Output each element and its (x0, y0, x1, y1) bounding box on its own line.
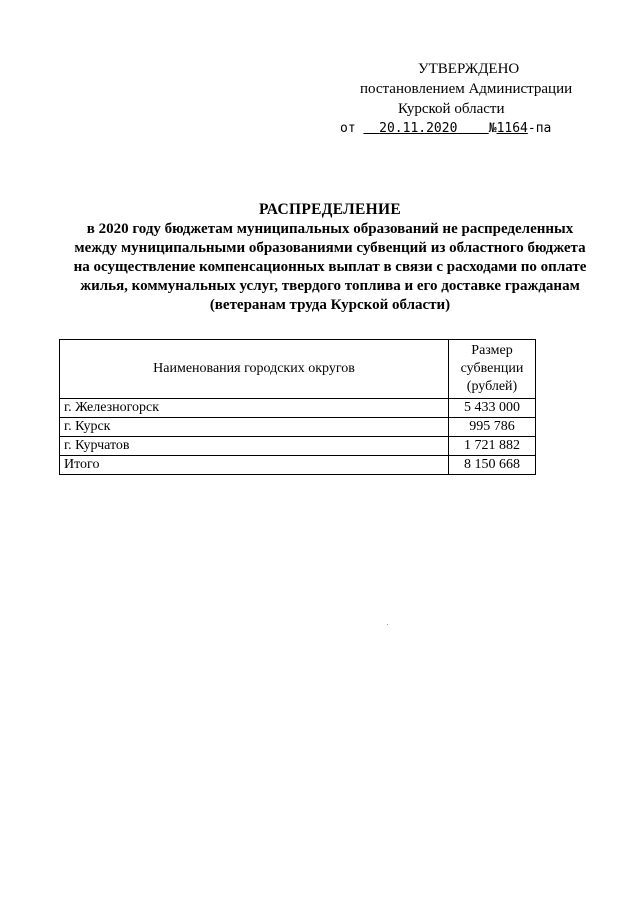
district-name: г. Курск (60, 418, 449, 437)
distribution-table (59, 339, 536, 475)
approval-line-2: постановлением Администрации (360, 81, 573, 97)
title-line: жилья, коммунальных услуг, твердого топлива и его доставке гражданам (80, 278, 580, 294)
title-line: на осуществление компенсационных выплат в связи с расходами по оплате (73, 259, 587, 275)
subvention-amount: 995 786 (449, 418, 536, 437)
district-name: г. Железногорск (60, 399, 449, 418)
decree-number: 1164 (496, 121, 528, 136)
header-district-names: Наименования городских округов (60, 340, 449, 399)
scan-speck (387, 624, 388, 625)
total-label: Итого (60, 456, 449, 475)
document-title (40, 200, 620, 315)
approved-label: УТВЕРЖДЕНО (418, 61, 520, 77)
header-subvention-size: Размер субвенции (рублей) (449, 340, 536, 399)
decree-date: 20.11.2020 (379, 121, 458, 136)
title-line: в 2020 году бюджетам муниципальных образований не распределенных (86, 221, 574, 237)
subvention-amount: 5 433 000 (449, 399, 536, 418)
table-header-row (60, 340, 536, 399)
number-suffix: -па (527, 121, 552, 136)
table-total-row (60, 456, 536, 475)
total-amount: 8 150 668 (449, 456, 536, 475)
title-heading: РАСПРЕДЕЛЕНИЕ (259, 201, 401, 218)
approval-line-3: Курской области (398, 101, 505, 117)
table-row (60, 399, 536, 418)
district-name: г. Курчатов (60, 437, 449, 456)
from-label: от (340, 121, 356, 136)
subvention-amount: 1 721 882 (449, 437, 536, 456)
table-row (60, 437, 536, 456)
table-row (60, 418, 536, 437)
approval-date-line (340, 119, 551, 138)
number-sign: № (488, 121, 497, 136)
title-line: между муниципальными образованиями субвенций из областного бюджета (74, 240, 586, 256)
title-line: (ветеранам труда Курской области) (209, 297, 451, 313)
